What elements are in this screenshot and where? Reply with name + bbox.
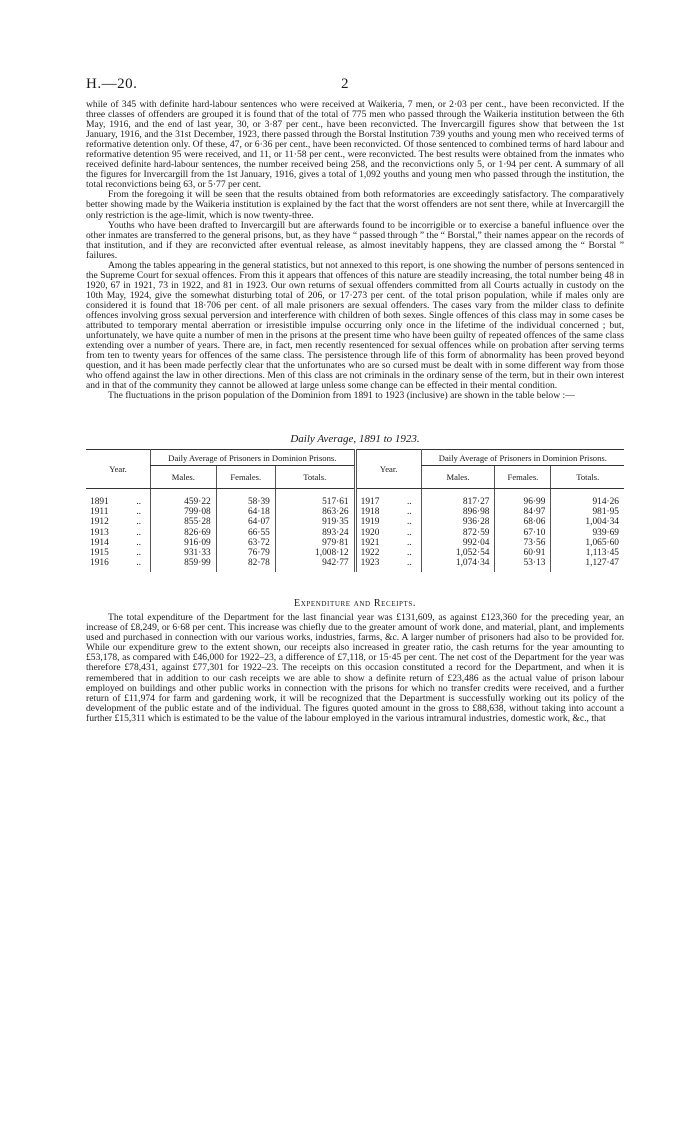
spacer-cell: [355, 489, 421, 498]
males-cell: 799·08: [151, 507, 217, 517]
year-value: 1917: [360, 497, 380, 507]
totals-header: Totals.: [551, 466, 624, 489]
spacer-cell: [216, 568, 275, 572]
year-value: 1911: [90, 507, 109, 518]
totals-header: Totals.: [275, 466, 355, 489]
year-cell: [86, 497, 151, 507]
females-cell: 64·18: [216, 507, 275, 517]
year-value: 1915: [90, 548, 109, 559]
body-text-top: [86, 100, 624, 401]
females-header: Females.: [216, 466, 275, 489]
leader-dots: ..: [406, 507, 412, 518]
spacer-cell: [495, 568, 551, 572]
males-cell: 931·33: [151, 548, 217, 558]
females-cell: 76·79: [216, 548, 275, 558]
totals-cell: 919·35: [275, 517, 355, 527]
males-header: Males.: [421, 466, 495, 489]
paragraph: Among the tables appearing in the general statistics, but not annexed to this report, is one showing the number of persons sentenced in the Supreme Court for sexual offences. From this it appears that offences of this nature are steadily increasing, the total number being 48 in 1920, 67 in 1921, 73 in 1922, and 81 in 1923. Our own returns of sexual offenders committed from all Courts actually in custody on the 10th May, 1924, give the somewhat disturbing total of 206, or 17·273 per cent. of the total prison population, while if males only are considered it is found that 18·706 per cent. of all male prisoners are sexual offenders. The cases vary from the milder class to definite offences involving gross sexual perversion and interference with children of both sexes. Single offences of this class may in some cases be attributed to temporary mental aberration or irresistible impulse occurring only once in the lifetime of the individual concerned ; but, unfortunately, we have quite a number of men in the prisons at the present time who have been guilty of repeated offences of the same class extending over a number of years. There are, in fact, men recently resentenced for sexual offences while on probation after serving terms from ten to twenty years for offences of the same class. The persistence through life of this form of abnormality has been proved beyond question, and it has been made perfectly clear that the unfortunates who are so cursed must be dealt with in some different way from those who offend against the law in other directions. Men of this class are not criminals in the ordinary sense of the term, but in their own interest and in that of the community they cannot be allowed at large unless some change can be effected in their mental condition.: [86, 259, 624, 392]
table-caption: Daily Average, 1891 to 1923.: [290, 433, 420, 445]
year-cell: [355, 538, 421, 548]
spacer-cell: [86, 568, 151, 572]
leader-dots: ..: [136, 527, 141, 538]
page-reference: H.—20.: [86, 76, 138, 92]
spacer-cell: [355, 568, 421, 572]
leader-dots: ..: [136, 507, 141, 518]
year-value: 1916: [90, 558, 109, 569]
females-cell: 67·10: [495, 528, 551, 538]
year-value: 1922: [360, 548, 380, 559]
females-cell: 96·99: [495, 497, 551, 507]
year-value: 1913: [90, 527, 109, 538]
females-cell: 63·72: [216, 538, 275, 548]
males-cell: 859·99: [151, 558, 217, 568]
females-cell: 53·13: [495, 558, 551, 568]
year-value: 1921: [360, 537, 380, 548]
totals-cell: 914·26: [551, 497, 624, 507]
leader-dots: ..: [136, 517, 141, 528]
group-header-right: Daily Average of Prisoners in Dominion Prisons.: [421, 450, 624, 466]
leader-dots: ..: [136, 548, 141, 559]
females-header: Females.: [495, 466, 551, 489]
totals-cell: 1,008·12: [275, 548, 355, 558]
totals-cell: 1,065·60: [551, 538, 624, 548]
year-cell: [86, 507, 151, 517]
totals-cell: 517·61: [275, 497, 355, 507]
table-body: [86, 489, 624, 573]
year-value: 1920: [360, 527, 380, 538]
prison-population-table: [86, 449, 624, 572]
spacer-cell: [421, 568, 495, 572]
spacer-cell: [86, 489, 151, 498]
spacer-cell: [275, 568, 355, 572]
females-cell: 58·39: [216, 497, 275, 507]
spacer-cell: [495, 489, 551, 498]
leader-dots: ..: [406, 537, 412, 548]
totals-cell: 1,113·45: [551, 548, 624, 558]
spacer-cell: [151, 489, 217, 498]
females-cell: 82·78: [216, 558, 275, 568]
spacer-row: [86, 568, 624, 572]
year-cell: [86, 528, 151, 538]
year-cell: [86, 548, 151, 558]
leader-dots: ..: [136, 537, 141, 548]
totals-cell: 942·77: [275, 558, 355, 568]
paragraph: The total expenditure of the Department for the last financial year was £131,609, as against £123,360 for the preceding year, an increase of £8,249, or 6·68 per cent. This increase was chiefly due to the greater amount of work done, and material, plant, and implements used and purchased in connection with our various works, industries, farms, &c. A larger number of prisoners had also to be provided for. While our expenditure grew to the extent shown, our receipts also increased in greater ratio, the cash returns for the year amounting to £53,178, as compared with £46,000 for 1922–23, a difference of £7,118, or 15·45 per cent. The net cost of the Department for the year was therefore £78,431, against £77,301 for 1922–23. The receipts on this occasion constituted a record for the Department, and when it is remembered that in addition to our cash receipts we are able to show a definite return of £23,486 as the actual value of prison labour employed on buildings and other public works in connection with the prisons for which no transfer credits were received, and a further return of £11,974 for farm and gardening work, it will be recognized that the Department is successfully working out its policy of the development of the public estate and of the individual. The figures quoted amount in the gross to £88,638, without taking into account a further £15,311 which is estimated to be the value of the labour employed in the various intramural industries, domestic work, &c., that: [86, 612, 624, 724]
males-cell: 459·22: [151, 497, 217, 507]
leader-dots: ..: [406, 497, 412, 507]
paragraph: The fluctuations in the prison population of the Dominion from 1891 to 1923 (inclusive) are shown in the table below :—: [108, 390, 575, 402]
females-cell: 68·06: [495, 517, 551, 527]
table-row: [86, 517, 624, 527]
females-cell: 64·07: [216, 517, 275, 527]
year-cell: [355, 528, 421, 538]
leader-dots: ..: [136, 558, 141, 569]
spacer-cell: [551, 568, 624, 572]
group-header-left: Daily Average of Prisoners in Dominion Prisons.: [151, 450, 356, 466]
year-value: 1923: [360, 558, 380, 569]
totals-cell: 939·69: [551, 528, 624, 538]
year-cell: [86, 538, 151, 548]
year-value: 1891: [90, 497, 109, 507]
males-cell: 936·28: [421, 517, 495, 527]
year-cell: [355, 507, 421, 517]
males-cell: 872·59: [421, 528, 495, 538]
females-cell: 60·91: [495, 548, 551, 558]
year-value: 1912: [90, 517, 109, 528]
table-row: [86, 528, 624, 538]
males-cell: 992·04: [421, 538, 495, 548]
males-cell: 817·27: [421, 497, 495, 507]
year-header-right: Year.: [355, 450, 421, 489]
year-header-left: Year.: [86, 450, 151, 489]
year-cell: [355, 497, 421, 507]
leader-dots: ..: [406, 517, 412, 528]
males-cell: 1,074·34: [421, 558, 495, 568]
spacer-cell: [216, 489, 275, 498]
paragraph: Youths who have been drafted to Invercargill but are afterwards found to be incorrigible or to exercise a baneful influence over the other inmates are transferred to the general prisons, but, as they have “ passed through ” the “ Borstal,” their names appear on the records of that institution, and if they are reconvicted after eventual release, as almost inevitably happens, they are classed among the “ Borstal ” failures.: [86, 219, 624, 261]
paragraph: while of 345 with definite hard-labour sentences who were received at Waikeria, 7 men, or 2·03 per cent., have been reconvicted. If the three classes of offenders are grouped it is found that of the total of 775 men who passed through the Waikeria institution between the 6th May, 1916, and the end of last year, 30, or 3·87 per cent., have been reconvicted. The Invercargill figures show that between the 1st January, 1916, and the 31st December, 1923, there passed through the Borstal Institution 739 youths and young men who received terms of reformative detention only. Of these, 47, or 6·36 per cent., have been reconvicted. Of those sentenced to combined terms of hard labour and reformative detention 95 were received, and 11, or 11·58 per cent., were reconvicted. The best results were obtained from the inmates who received definite hard-labour sentences, the number received being 258, and the reconvictions only 5, or 1·94 per cent. A summary of all the figures for Invercargill from the 1st January, 1916, gives a total of 1,092 youths and young men who passed through the institution, the total reconvictions being 63, or 5·77 per cent.: [86, 99, 624, 191]
page-number: 2: [341, 76, 349, 92]
totals-cell: 863·26: [275, 507, 355, 517]
year-value: 1918: [360, 507, 380, 518]
spacer-cell: [151, 568, 217, 572]
table-row: [86, 507, 624, 517]
table-row: [86, 538, 624, 548]
paragraph: From the foregoing it will be seen that the results obtained from both reformatories are exceedingly satisfactory. The comparatively better showing made by the Waikeria institution is explained by the fact that the worst offenders are not sent there, while at Invercargill the only restriction is the age-limit, which is now twenty-three.: [86, 189, 624, 221]
leader-dots: ..: [406, 527, 412, 538]
year-cell: [86, 517, 151, 527]
body-text-bottom: [86, 613, 624, 724]
section-heading: Expenditure and Receipts.: [294, 598, 416, 609]
leader-dots: ..: [406, 548, 412, 559]
males-cell: 916·09: [151, 538, 217, 548]
females-cell: 73·56: [495, 538, 551, 548]
males-cell: 1,052·54: [421, 548, 495, 558]
males-cell: 896·98: [421, 507, 495, 517]
spacer-cell: [551, 489, 624, 498]
males-cell: 855·28: [151, 517, 217, 527]
leader-dots: ..: [136, 497, 141, 507]
females-cell: 66·55: [216, 528, 275, 538]
spacer-cell: [275, 489, 355, 498]
spacer-row: [86, 489, 624, 498]
totals-cell: 893·24: [275, 528, 355, 538]
males-cell: 826·69: [151, 528, 217, 538]
totals-cell: 979·81: [275, 538, 355, 548]
totals-cell: 981·95: [551, 507, 624, 517]
year-cell: [355, 548, 421, 558]
leader-dots: ..: [406, 558, 412, 569]
year-value: 1914: [90, 537, 109, 548]
table-row: [86, 497, 624, 507]
year-value: 1919: [360, 517, 380, 528]
totals-cell: 1,004·34: [551, 517, 624, 527]
table-row: [86, 558, 624, 568]
year-cell: [86, 558, 151, 568]
males-header: Males.: [151, 466, 217, 489]
year-cell: [355, 517, 421, 527]
year-cell: [355, 558, 421, 568]
table-row: [86, 548, 624, 558]
spacer-cell: [421, 489, 495, 498]
females-cell: 84·97: [495, 507, 551, 517]
totals-cell: 1,127·47: [551, 558, 624, 568]
